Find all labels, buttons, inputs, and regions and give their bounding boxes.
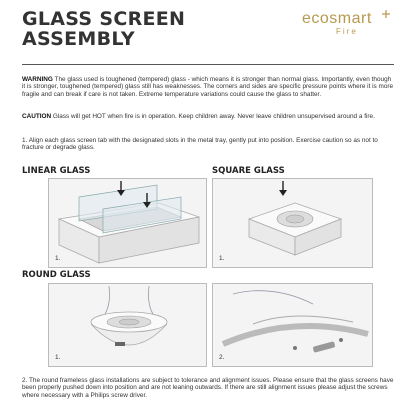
round-glass-illustration-1	[48, 283, 207, 367]
ecosmart-logo	[302, 10, 394, 40]
figure-number: 1.	[55, 354, 61, 361]
logo-wordmark: ecosmart	[302, 10, 372, 27]
page-title	[22, 9, 185, 49]
title-line-2: ASSEMBLY	[22, 28, 135, 50]
square-glass-heading: SQUARE GLASS	[212, 166, 285, 176]
title-line-1: GLASS SCREEN	[22, 8, 186, 30]
square-burner-drawing	[213, 179, 372, 267]
figure-number: 1.	[219, 255, 225, 262]
caution-paragraph	[22, 113, 394, 120]
round-glass-illustration-2	[212, 283, 373, 367]
caution-label: CAUTION	[22, 113, 52, 120]
warning-paragraph	[22, 76, 394, 98]
figure-number: 2.	[219, 354, 225, 361]
caution-text: Glass will get HOT when fire is in operation. Keep children away. Never leave children unsupervised around a fire.	[51, 113, 375, 120]
step-1-text: 1. Align each glass screen tab with the designated slots in the metal tray, gently put into position. Exercise caution so as not to fracture or degrade glass.	[22, 137, 378, 152]
round-glass-heading: ROUND GLASS	[22, 270, 91, 280]
warning-label: WARNING	[22, 76, 53, 83]
logo-subtitle: Fire	[336, 27, 358, 36]
linear-glass-heading: LINEAR GLASS	[22, 166, 91, 176]
divider	[22, 64, 394, 65]
round-glass-closeup-drawing	[213, 284, 372, 366]
round-burner-drawing	[49, 284, 206, 366]
linear-glass-illustration	[48, 178, 207, 268]
logo-plus-icon	[382, 10, 390, 18]
square-glass-illustration	[212, 178, 373, 268]
step-2-text: 2. The round frameless glass installations are subject to tolerance and alignment issues. Please ensure that the glass screens have been properly pushed down into position and are not leaning outwards. If there are still alignment issues please adjust the screws where necessary with a Philips screw driver.	[22, 377, 394, 399]
warning-text: The glass used is toughened (tempered) glass - which means it is stronger than normal glass. Importantly, even though it is stronger, toughened (tempered) glass still has weaknesses. The corners and sides are specific pressure points where it is more fragile and can break if care is not taken. Extreme temperature variations could cause the glass to shatter.	[22, 76, 394, 98]
linear-burner-drawing	[49, 179, 206, 267]
figure-number: 1.	[55, 255, 61, 262]
